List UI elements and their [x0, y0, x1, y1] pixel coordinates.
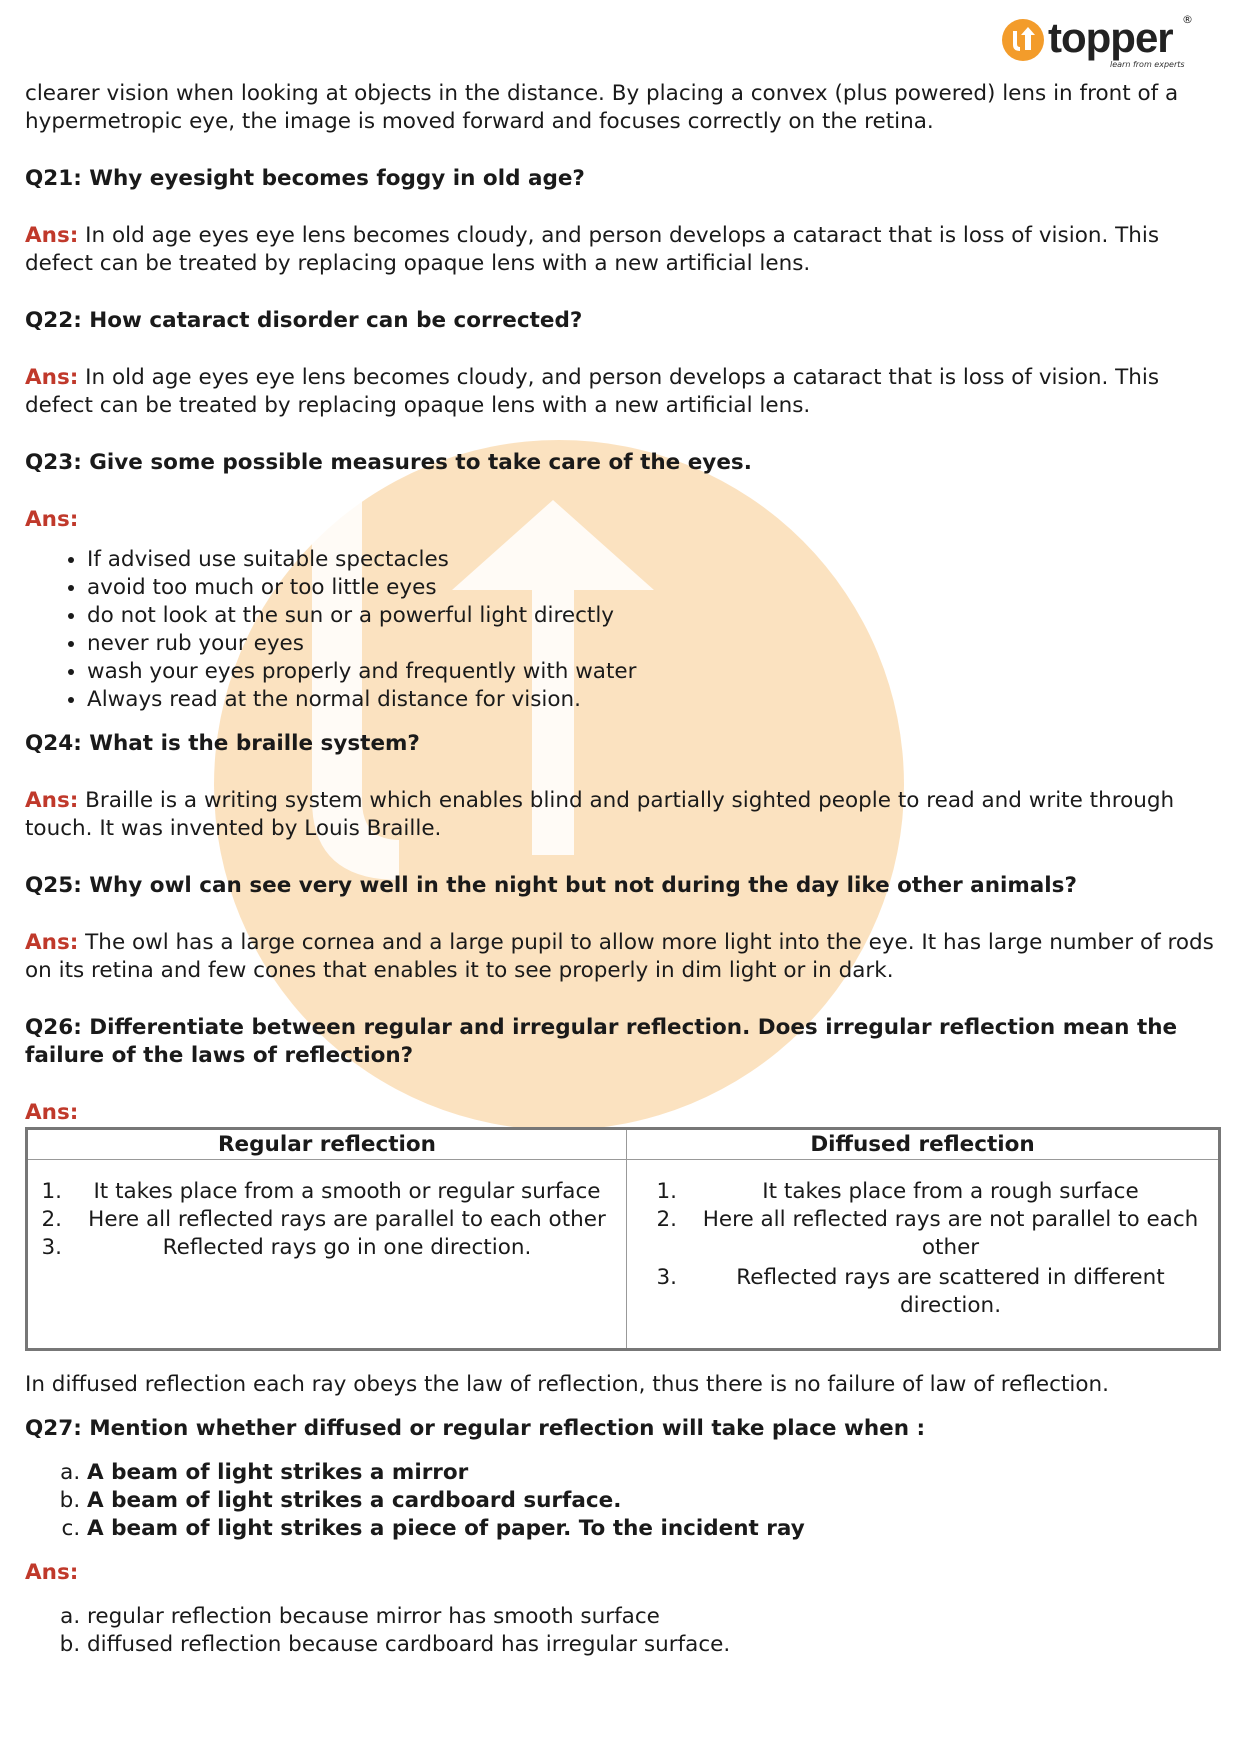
list-item: b. diffused reflection because cardboard has irregular surface.	[87, 1631, 1221, 1659]
table-header: Regular reflection	[27, 1129, 627, 1160]
q27-question: Q27: Mention whether diffused or regular reflection will take place when :	[25, 1416, 926, 1441]
list-item: • wash your eyes properly and frequently with water	[87, 658, 1221, 686]
list-item: a. regular reflection because mirror has smooth surface	[87, 1603, 1221, 1631]
list-item: • If advised use suitable spectacles	[87, 546, 1221, 574]
table-row	[27, 1160, 1220, 1350]
brand-tagline: learn from experts	[1110, 60, 1185, 69]
ans-label: Ans:	[25, 788, 79, 813]
q25-answer	[25, 929, 1221, 985]
list-item	[87, 1459, 1221, 1487]
item-text: Reflected rays are scattered in different direction.	[736, 1265, 1165, 1318]
brand-name: topper	[1048, 14, 1173, 61]
item-text: Reflected rays go in one direction.	[162, 1235, 532, 1260]
ans-label: Ans:	[25, 223, 79, 248]
q25-question: Q25: Why owl can see very well in the night but not during the day like other animals?	[25, 873, 1077, 898]
q21-question: Q21: Why eyesight becomes foggy in old age?	[25, 166, 585, 191]
item-number: 1.	[656, 1179, 677, 1204]
list-item	[629, 1206, 1216, 1262]
item-text: A beam of light strikes a piece of paper. To the incident ray	[87, 1516, 805, 1541]
list-item	[30, 1178, 624, 1206]
q22-answer	[25, 364, 1221, 420]
diffused-cell	[627, 1160, 1220, 1350]
item-text: Here all reflected rays are not parallel to each other	[702, 1207, 1199, 1260]
list-item	[629, 1178, 1216, 1206]
item-text: It takes place from a smooth or regular surface	[93, 1179, 601, 1204]
list-item: • Always read at the normal distance for vision.	[87, 686, 1221, 714]
item-number: 2.	[656, 1207, 677, 1232]
list-item	[87, 1515, 1221, 1543]
item-number: 1.	[41, 1179, 62, 1204]
list-item: • avoid too much or too little eyes	[87, 574, 1221, 602]
item-number: 3.	[41, 1235, 62, 1260]
q26-ans-label: Ans:	[25, 1100, 79, 1125]
item-text: It takes place from a rough surface	[762, 1179, 1139, 1204]
list-item	[87, 1487, 1221, 1515]
q24-question: Q24: What is the braille system?	[25, 731, 420, 756]
table-header: Diffused reflection	[627, 1129, 1220, 1160]
table-header-row	[27, 1129, 1220, 1160]
brand-logo	[1000, 14, 1200, 76]
eye-care-list	[25, 546, 1221, 714]
item-text: A beam of light strikes a mirror	[87, 1460, 469, 1485]
q24-answer	[25, 787, 1221, 843]
list-item	[30, 1234, 624, 1262]
item-number: 3.	[656, 1265, 677, 1290]
q22-question: Q22: How cataract disorder can be corrected?	[25, 308, 583, 333]
q27-answers-list	[25, 1603, 1221, 1659]
regular-list	[30, 1178, 624, 1262]
item-number: 2.	[41, 1207, 62, 1232]
item-text: A beam of light strikes a cardboard surface.	[87, 1488, 622, 1513]
q26-question: Q26: Differentiate between regular and irregular reflection. Does irregular reflection mean the failure of the laws of reflection?	[25, 1015, 1178, 1068]
list-item: • never rub your eyes	[87, 630, 1221, 658]
list-item	[629, 1264, 1216, 1320]
q21-answer	[25, 222, 1221, 278]
document-body	[25, 80, 1221, 1659]
regular-cell	[27, 1160, 627, 1350]
intro-paragraph: clearer vision when looking at objects in the distance. By placing a convex (plus powered) lens in front of a hypermetropic eye, the image is moved forward and focuses correctly on the retina.	[25, 81, 1179, 134]
q21-answer-text: In old age eyes eye lens becomes cloudy, and person develops a cataract that is loss of vision. This defect can be treated by replacing opaque lens with a new artificial lens.	[25, 223, 1160, 276]
q24-answer-text: Braille is a writing system which enables blind and partially sighted people to read and write through touch. It was invented by Louis Braille.	[25, 788, 1175, 841]
item-text: Here all reflected rays are parallel to each other	[88, 1207, 606, 1232]
q22-answer-text: In old age eyes eye lens becomes cloudy, and person develops a cataract that is loss of vision. This defect can be treated by replacing opaque lens with a new artificial lens.	[25, 365, 1160, 418]
list-item	[30, 1206, 624, 1234]
registered-mark: ®	[1182, 13, 1193, 26]
ans-label: Ans:	[25, 930, 79, 955]
q27-parts-list	[25, 1459, 1221, 1543]
q23-question: Q23: Give some possible measures to take care of the eyes.	[25, 450, 752, 475]
q27-ans-label: Ans:	[25, 1560, 79, 1585]
q23-ans-label: Ans:	[25, 507, 79, 532]
list-item: • do not look at the sun or a powerful light directly	[87, 602, 1221, 630]
reflection-comparison-table	[25, 1127, 1221, 1351]
q25-answer-text: The owl has a large cornea and a large pupil to allow more light into the eye. It has large number of rods on its retina and few cones that enables it to see properly in dim light or in dark.	[25, 930, 1214, 983]
ans-label: Ans:	[25, 365, 79, 390]
diffused-list	[629, 1178, 1216, 1320]
q26-note: In diffused reflection each ray obeys the law of reflection, thus there is no failure of law of reflection.	[25, 1372, 1109, 1397]
